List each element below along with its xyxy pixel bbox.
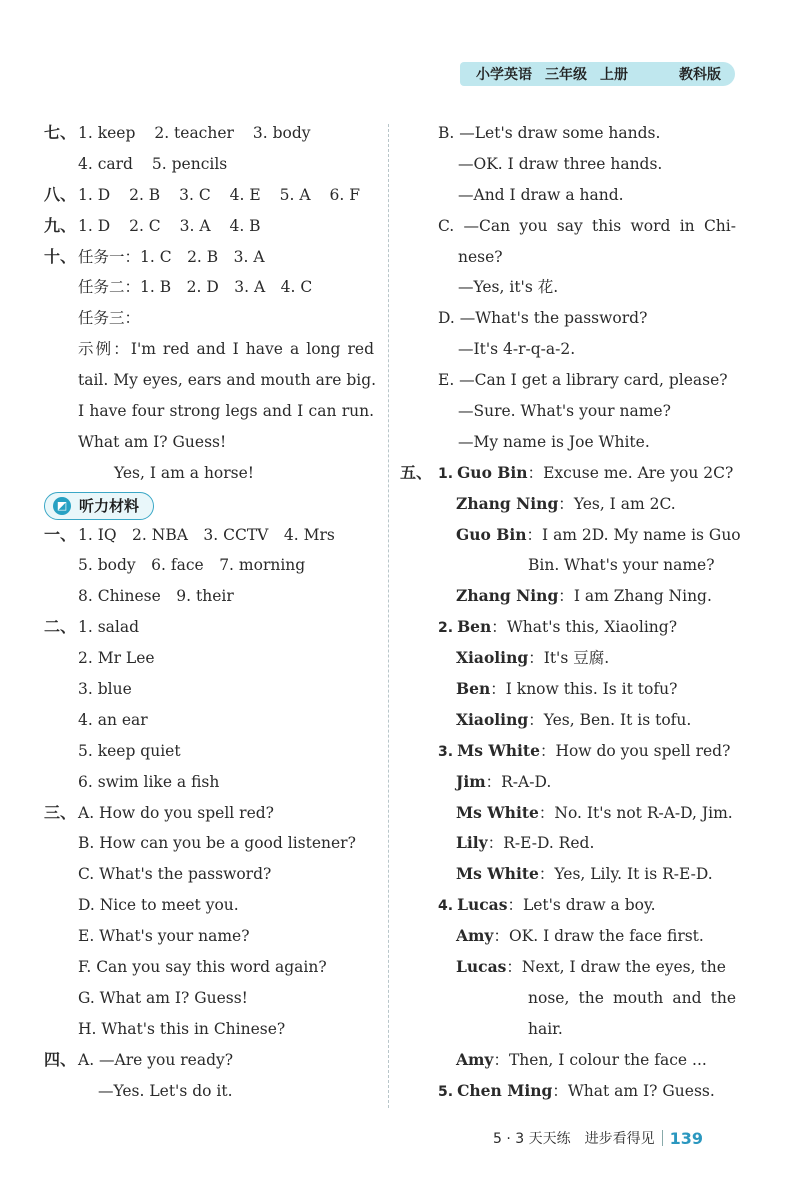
listening-text: 4. an ear [78,710,148,729]
dialog-text: hair. [528,1019,563,1038]
listening-3-line [44,952,382,983]
example-line [44,396,382,427]
speaker-colon: ： [539,741,556,760]
task-1-answers: 任务一：1. C 2. B 3. A [78,247,265,266]
dialog-text: R-A-D. [501,772,552,791]
answer-item: 5. pencils [151,154,228,173]
dialog-number: 1. [438,465,454,482]
dialog-line [400,458,740,489]
listening-2-line [44,736,382,767]
listening-2-line [44,705,382,736]
dialog-line [400,767,740,798]
listening-3-line [44,921,382,952]
speaker-name: Guo Bin [456,524,527,544]
dialog-line [400,334,740,365]
section-5-dialogs [400,458,740,1107]
dialog-text: —Sure. What's your name? [458,402,671,421]
speaker-colon: ： [528,649,544,668]
speaker-name: Lily [456,833,488,853]
listening-1-line [44,520,382,551]
header-subject: 小学英语 [476,67,532,83]
dialog-text: B. —Let's draw some hands. [438,124,661,142]
speaker-name: Ben [456,679,491,699]
speaker-name: Guo Bin [457,462,528,482]
dialog-line [400,612,740,643]
speaker-name: Jim [456,771,486,791]
speaker-colon: ： [538,865,555,884]
dialog-text: R-E-D. Red. [503,834,595,853]
dialog-text: How do you spell red? [555,741,731,760]
dialog-line [400,1014,740,1045]
speaker-colon: ： [507,896,523,915]
header-volume: 上册 [600,67,628,83]
section-7-line-1 [44,118,382,149]
example-text: I have four strong legs and I can run. [78,402,374,421]
example-answer-line [44,458,382,489]
section-label: 四、 [44,1049,77,1069]
speaker-colon: ： [493,927,509,946]
speaker-name: Xiaoling [456,709,529,729]
answer-item: 2. teacher [154,124,234,142]
dialog-line [400,674,740,705]
dialog-text: —And I draw a hand. [458,185,624,204]
speaker-name: Chen Ming [457,1080,553,1100]
header-edition: 教科版 [679,67,721,83]
dialog-line [400,952,740,983]
dialog-text: —Yes, it's 花. [458,278,559,297]
dialog-text: It's 豆腐. [543,649,610,668]
example-text: What am I? Guess! [78,432,227,451]
speaker-colon: ： [528,710,544,729]
dialog-text: nese? [458,247,503,266]
speaker-name: Ms White [457,740,540,760]
section-label: 九、 [44,215,77,235]
listening-3-line [44,828,382,859]
footer-brand: 5 · 3 天天练 进步看得见 [493,1131,655,1147]
speaker-colon: ： [526,525,543,544]
dialog-line [400,149,740,180]
dialog-text: E. —Can I get a library card, please? [438,371,728,390]
dialog-line [400,211,740,242]
dialog-line [400,643,740,674]
listening-material-badge [44,492,154,520]
example-answer: Yes, I am a horse! [114,463,255,482]
dialog-line [400,242,740,273]
listening-text: 6. swim like a fish [78,772,220,791]
listening-1-line [44,581,382,612]
listening-text: E. What's your name? [78,927,250,946]
speaker-colon: ： [487,834,504,853]
dialog-line [400,890,740,921]
listening-text: F. Can you say this word again? [78,958,327,977]
dialog-text: Then, I colour the face ... [508,1050,707,1069]
dialog-line [400,581,740,612]
listening-text: D. Nice to meet you. [78,896,239,915]
column-divider [388,124,389,1108]
speaker-colon: ： [527,463,544,482]
example-line [44,334,382,365]
listening-3-line [44,1014,382,1045]
speaker-colon: ： [558,494,574,513]
dialog-text: No. It's not R-A-D, Jim. [554,803,733,822]
listening-4-line [44,1045,382,1076]
dialog-number: 4. [438,898,454,915]
right-column [400,118,740,1107]
listening-text: H. What's this in Chinese? [78,1019,286,1038]
listening-4-line [44,1076,382,1107]
listening-text: A. How do you spell red? [78,803,274,822]
listening-3-line [44,890,382,921]
dialog-line [400,118,740,149]
listening-text: 1. IQ 2. NBA 3. CCTV 4. Mrs [78,525,335,544]
dialog-number: 5. [438,1083,454,1100]
speaker-name: Ms White [456,864,539,884]
dialog-text: What's this, Xiaoling? [506,618,678,637]
listening-text: 5. body 6. face 7. morning [78,556,306,575]
header-grade: 三年级 [545,67,587,83]
answer-item: 1. keep [78,124,136,142]
answer-item: 1. D [78,216,111,235]
section-label: 三、 [44,802,77,822]
section-7-line-2 [44,149,382,180]
dialog-text: I am Zhang Ning. [573,587,712,606]
speaker-colon: ： [506,958,522,977]
dialog-text: Yes, I am 2C. [573,494,676,513]
dialog-text: D. —What's the password? [438,309,648,328]
left-column [44,118,382,1107]
dialog-text: I am 2D. My name is Guo [542,525,741,544]
dialog-line [400,180,740,211]
listening-3-line [44,798,382,829]
listening-2-line [44,643,382,674]
dialog-line [400,736,740,767]
dialog-line [400,983,740,1014]
dialog-line [400,921,740,952]
dialog-line [400,798,740,829]
section-label: 一、 [44,524,77,544]
page-number: 139 [669,1128,704,1148]
dialog-text: —My name is Joe White. [458,432,650,451]
speaker-colon: ： [485,772,502,791]
answer-item: 3. body [252,124,311,142]
answer-item: 5. A [279,185,311,204]
dialog-line [400,859,740,890]
listening-2-line [44,767,382,798]
speaker-name: Ben [457,617,492,637]
answer-item: 1. D [78,185,111,204]
section-label: 二、 [44,617,77,637]
answer-item: 3. C [179,185,211,204]
dialog-line [400,303,740,334]
section-10-task-1 [44,242,382,273]
dialog-number: 3. [438,743,454,760]
section-10-task-3 [44,303,382,334]
speaker-colon: ： [490,680,506,699]
answer-item: 2. C [129,216,161,235]
speaker-name: Amy [456,926,494,946]
dialog-line [400,396,740,427]
dialog-text: What am I? Guess. [567,1081,715,1100]
listening-title: 听力材料 [79,496,140,515]
speaker-name: Xiaoling [456,648,529,668]
task-3-heading: 任务三： [78,309,141,328]
answer-item: 4. B [229,216,261,235]
section-10-task-2 [44,272,382,303]
book-header-tab [460,62,735,86]
dialog-line [400,1076,740,1107]
dialog-line [400,520,740,551]
speaker-colon: ： [558,587,574,606]
listening-3-line [44,859,382,890]
dialog-text: Yes, Lily. It is R-E-D. [554,865,713,884]
listening-text: 8. Chinese 9. their [78,587,234,606]
listening-text: 1. salad [78,618,140,637]
dialog-text: —OK. I draw three hands. [458,154,663,173]
listening-text: 5. keep quiet [78,741,181,760]
section-8-line [44,180,382,211]
example-line [44,427,382,458]
section-label: 八、 [44,184,77,204]
dialog-line [400,1045,740,1076]
listening-text: 3. blue [78,680,132,699]
dialog-text: nose, the mouth and the [528,988,736,1007]
listening-3-line [44,983,382,1014]
dialog-line [400,272,740,303]
speaker-colon: ： [538,803,555,822]
answer-item: 6. F [329,185,360,204]
listening-text: 2. Mr Lee [78,649,155,668]
dialog-number: 2. [438,620,454,637]
dialog-line [400,365,740,396]
dialog-text: Next, I draw the eyes, the [521,958,726,977]
listening-text: B. How can you be a good listener? [78,834,356,853]
speaker-name: Zhang Ning [456,586,559,606]
dialog-line [400,828,740,859]
dialog-line [400,427,740,458]
dialog-text: OK. I draw the face first. [508,927,704,946]
speaker-name: Lucas [456,957,507,977]
dialog-text: Excuse me. Are you 2C? [543,463,734,482]
speaker-name: Amy [456,1049,494,1069]
answer-item: 4. E [229,185,261,204]
speaker-colon: ： [491,618,507,637]
dialog-line [400,550,740,581]
answer-item: 4. card [78,154,133,173]
section-9-line [44,211,382,242]
listening-1-line [44,550,382,581]
dialog-line [400,489,740,520]
footer-divider [662,1130,663,1146]
listening-heading-line [44,489,382,520]
section-label: 五、 [400,462,433,482]
speaker-name: Ms White [456,802,539,822]
dialog-text: —It's 4-r-q-a-2. [458,340,576,359]
dialog-line [400,705,740,736]
example-text: tail. My eyes, ears and mouth are big. [78,371,377,390]
example-line [44,365,382,396]
listening-text: A. —Are you ready? [78,1050,234,1069]
speaker-colon: ： [493,1050,509,1069]
dialog-text: I know this. Is it tofu? [505,680,678,699]
task-2-answers: 任务二：1. B 2. D 3. A 4. C [78,278,313,297]
headphones-icon: ◩ [53,497,71,515]
answer-item: 2. B [129,185,161,204]
listening-text: G. What am I? Guess! [78,988,248,1007]
listening-text: —Yes. Let's do it. [98,1081,233,1100]
answer-item: 3. A [179,216,211,235]
section-label: 七、 [44,123,77,142]
page-footer [493,1127,703,1149]
listening-text: C. What's the password? [78,865,272,884]
example-text: 示例：I'm red and I have a long red [78,340,374,359]
speaker-name: Lucas [457,895,508,915]
dialog-text: C. —Can you say this word in Chi- [438,216,736,235]
speaker-name: Zhang Ning [456,493,559,513]
speaker-colon: ： [552,1081,568,1100]
listening-2-line [44,674,382,705]
listening-2-line [44,612,382,643]
dialog-text: Let's draw a boy. [522,896,656,915]
section-label: 十、 [44,246,77,266]
dialog-text: Bin. What's your name? [528,556,715,575]
dialog-text: Yes, Ben. It is tofu. [543,710,692,729]
